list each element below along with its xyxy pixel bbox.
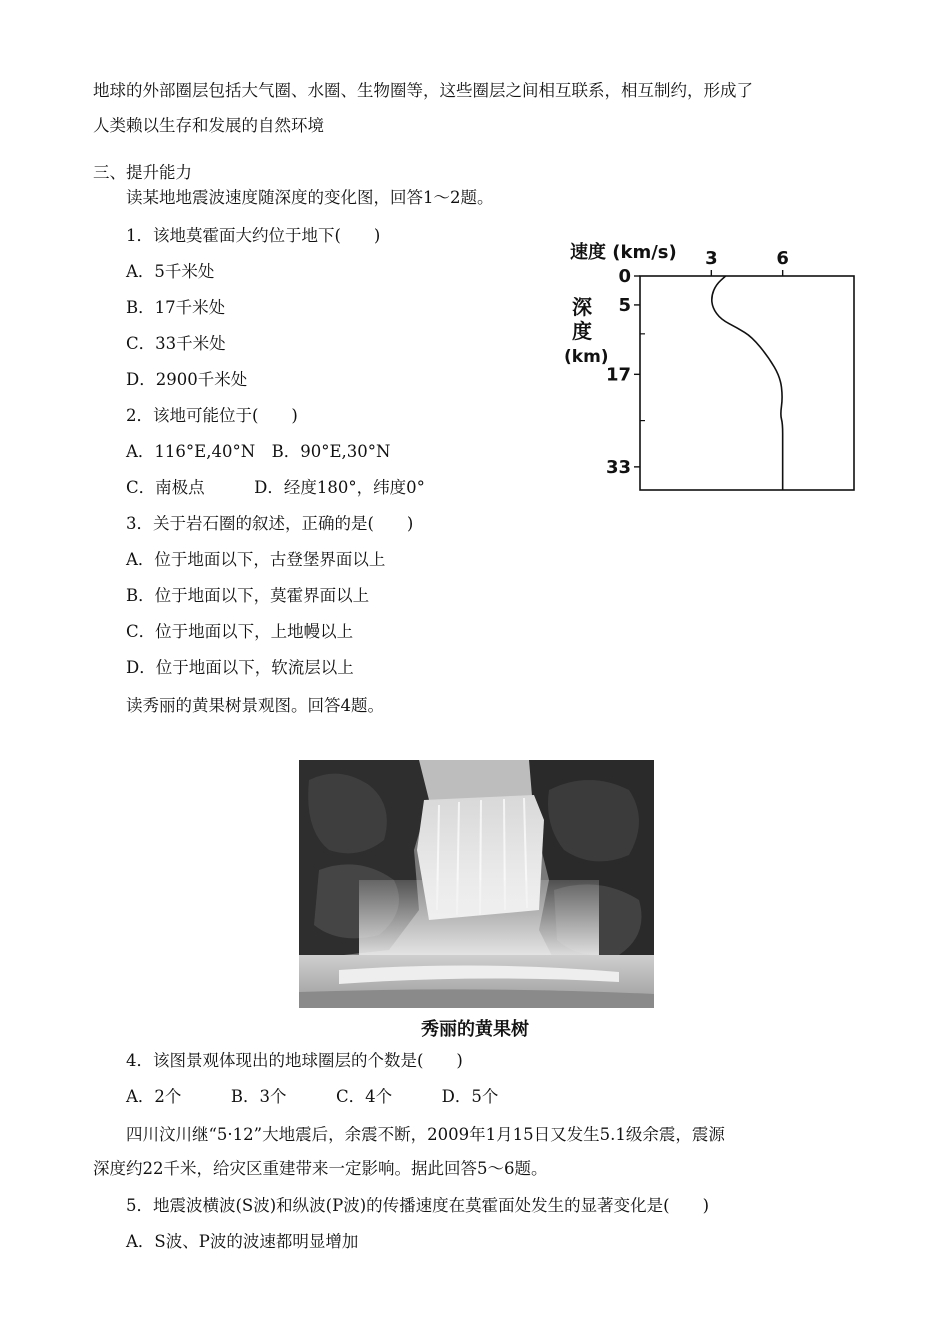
photo-caption: 秀丽的黄果树	[421, 1019, 529, 1040]
q4-options-row: A．2个 B．3个 C．4个 D．5个	[126, 1087, 499, 1106]
chart-y-unit: (km)	[564, 347, 609, 367]
y-tick-label: 5	[618, 294, 631, 316]
section-title: 三、提升能力	[93, 163, 192, 182]
q5-stem: 5．地震波横波(S波)和纵波(P波)的传播速度在莫霍面处发生的显著变化是( )	[126, 1196, 710, 1215]
q2-stem: 2．该地可能位于( )	[126, 406, 298, 425]
passage-line-1: 四川汶川继“5·12”大地震后，余震不断，2009年1月15日又发生5.1级余震，震源	[126, 1125, 725, 1144]
chart-y-label-char-1: 深	[572, 295, 592, 319]
velocity-curve	[712, 276, 783, 490]
x-tick-label: 3	[705, 248, 718, 269]
intro-line-2: 人类赖以生存和发展的自然环境	[93, 116, 324, 135]
q2-options-row-2: C．南极点 D．经度180°，纬度0°	[126, 478, 425, 497]
q2-options-row-1: A．116°E,40°N B．90°E,30°N	[126, 442, 391, 461]
q4-stem: 4．该图景观体现出的地球圈层的个数是( )	[126, 1051, 463, 1070]
q1-option-b: B．17千米处	[126, 298, 226, 317]
intro-line-1: 地球的外部圈层包括大气圈、水圈、生物圈等，这些圈层之间相互联系，相互制约，形成了	[93, 81, 753, 100]
seismic-velocity-chart	[560, 230, 870, 505]
chart-frame	[640, 276, 854, 490]
chart-x-label: 速度 (km/s)	[570, 242, 677, 263]
y-tick-label: 17	[605, 364, 631, 386]
instruction-2: 读秀丽的黄果树景观图。回答4题。	[126, 696, 384, 715]
huangguoshu-waterfall-photo	[299, 760, 654, 1008]
q5-option-a: A．S波、P波的波速都明显增加	[126, 1232, 359, 1251]
chart-y-label-char-2: 度	[572, 319, 592, 343]
q1-option-c: C．33千米处	[126, 334, 226, 353]
instruction-1: 读某地地震波速度随深度的变化图，回答1～2题。	[126, 188, 494, 207]
q3-stem: 3．关于岩石圈的叙述，正确的是( )	[126, 514, 414, 533]
passage-line-2: 深度约22千米，给灾区重建带来一定影响。据此回答5～6题。	[93, 1159, 548, 1178]
q3-option-d: D．位于地面以下，软流层以上	[126, 658, 354, 677]
q3-option-b: B．位于地面以下，莫霍界面以上	[126, 586, 370, 605]
q1-option-d: D．2900千米处	[126, 370, 248, 389]
q1-option-a: A．5千米处	[126, 262, 215, 281]
y-tick-label: 33	[605, 456, 631, 478]
q3-option-a: A．位于地面以下，古登堡界面以上	[126, 550, 386, 569]
y-tick-label: 0	[618, 266, 631, 287]
x-tick-label: 6	[776, 248, 789, 269]
q3-option-c: C．位于地面以下，上地幔以上	[126, 622, 354, 641]
q1-stem: 1．该地莫霍面大约位于地下( )	[126, 226, 381, 245]
